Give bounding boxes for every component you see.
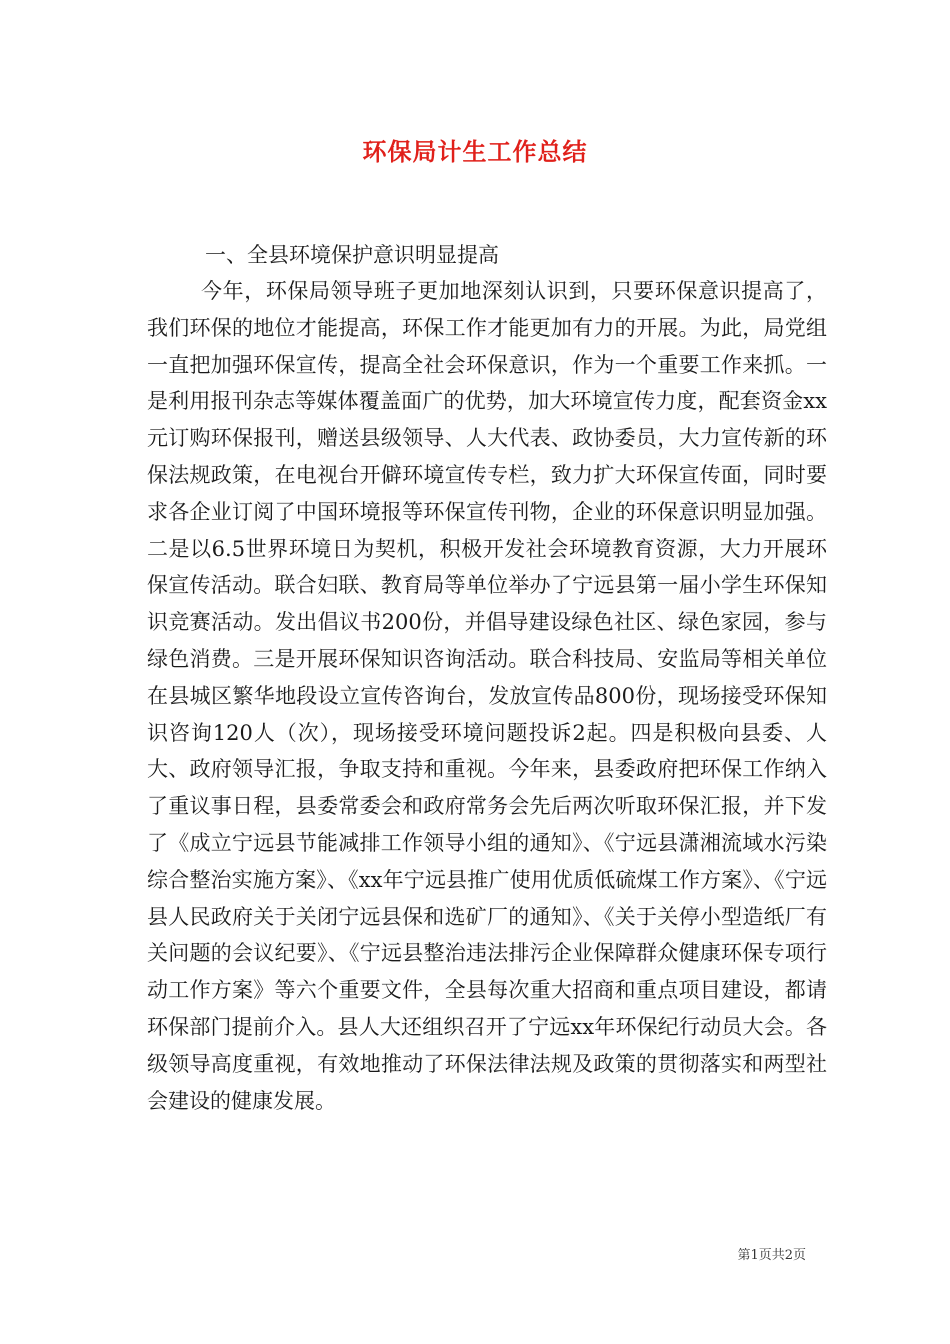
page-number: 第1页共2页 xyxy=(737,1248,806,1263)
body-paragraph: 今年，环保局领导班子更加地深刻认识到，只要环保意识提高了，我们环保的地位才能提高，环保工作才能更加有力的开展。为此，局党组一直把加强环保宣传，提高全社会环保意识，作为一个重要工作来抓。一是利用报刊杂志等媒体覆盖面广的优势，加大环境宣传力度，配套资金xx元订购环保报刊，赠送县级领导、人大代表、政协委员，大力宣传新的环保法规政策，在电视台开僻环境宣传专栏，致力扩大环保宣传面，同时要求各企业订阅了中国环境报等环保宣传刊物，企业的环保意识明显加强。二是以6.5世界环境日为契机，积极开发社会环境教育资源，大力开展环保宣传活动。联合妇联、教育局等单位举办了宁远县第一届小学生环保知识竞赛活动。发出倡议书200份，并倡导建设绿色社区、绿色家园，参与绿色消费。三是开展环保知识咨询活动。联合科技局、安监局等相关单位在县城区繁华地段设立宣传咨询台，发放宣传品800份，现场接受环保知识咨询120人（次），现场接受环境问题投诉2起。四是积极向县委、人大、政府领导汇报，争取支持和重视。今年来，县委政府把环保工作纳入了重议事日程，县委常委会和政府常务会先后两次听取环保汇报，并下发了《成立宁远县节能减排工作领导小组的通知》、《宁远县潇湘流域水污染综合整治实施方案》、《xx年宁远县推广使用优质低硫煤工作方案》、《宁远县人民政府关于关闭宁远县保和选矿厂的通知》、《关于关停小型造纸厂有关问题的会议纪要》、《宁远县整治违法排污企业保障群众健康环保专项行动工作方案》等六个重要文件，全县每次重大招商和重点项目建设，都请环保部门提前介入。县人大还组织召开了宁远xx年环保纪行动员大会。各级领导高度重视，有效地推动了环保法律法规及政策的贯彻落实和两型社会建设的健康发展。 xyxy=(147,279,827,1113)
document-title: 环保局计生工作总结 xyxy=(362,138,588,166)
section-heading: 一、全县环境保护意识明显提高 xyxy=(205,243,499,267)
